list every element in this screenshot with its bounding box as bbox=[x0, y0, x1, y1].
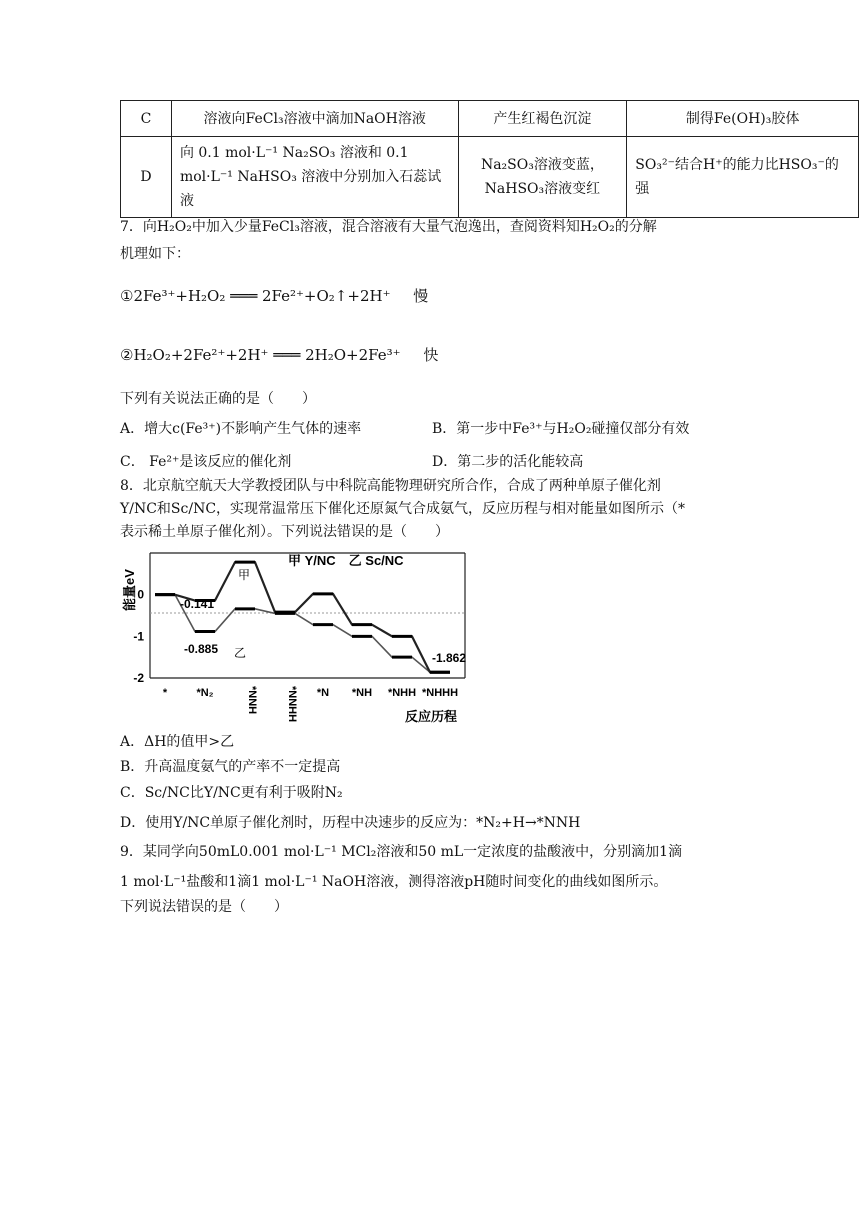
q7-equation-2 bbox=[120, 344, 438, 366]
q7-option-d[interactable]: D．第二步的活化能较高 bbox=[432, 454, 584, 470]
x-tick-label: *NHHH bbox=[421, 687, 459, 699]
equation-speed: 快 bbox=[423, 346, 439, 364]
q8-option-b[interactable]: B．升高温度氨气的产率不一定提高 bbox=[120, 759, 341, 775]
q8-option-a[interactable]: A．ΔH的值甲>乙 bbox=[120, 734, 235, 750]
q7-prompt: 下列有关说法正确的是（ ） bbox=[120, 391, 316, 407]
row-phenomenon: 产生红褐色沉淀 bbox=[458, 101, 627, 137]
q8-stem-3: 表示稀土单原子催化剂）。下列说法错误的是（ ） bbox=[120, 524, 449, 540]
row-conclusion: 制得Fe(OH)₃胶体 bbox=[627, 101, 859, 137]
table-row bbox=[121, 137, 859, 218]
row-phenomenon: Na₂SO₃溶液变蓝，NaHSO₃溶液变红 bbox=[458, 137, 627, 218]
q9-stem-2: 1 mol·L⁻¹盐酸和1滴1 mol·L⁻¹ NaOH溶液，测得溶液pH随时间变化的曲线如图所示。 bbox=[120, 874, 668, 890]
row-operation: 向 0.1 mol·L⁻¹ Na₂SO₃ 溶液和 0.1 mol·L⁻¹ NaHSO₃ 溶液中分别加入石蕊试液 bbox=[171, 137, 458, 218]
y-tick-label: -1 bbox=[133, 629, 144, 644]
y-tick-label: -2 bbox=[133, 671, 144, 685]
equation-text: ②H₂O₂+2Fe²⁺+2H⁺ ═══ 2H₂O+2Fe³⁺ bbox=[120, 346, 401, 364]
x-tick-label: *NNH bbox=[246, 686, 258, 715]
q7-stem-2: 机理如下： bbox=[120, 246, 190, 262]
row-label: D bbox=[121, 137, 172, 218]
row-operation: 溶液向FeCl₃溶液中滴加NaOH溶液 bbox=[171, 101, 458, 137]
x-tick-label: *NNHH bbox=[286, 686, 298, 723]
y-tick-label: 0 bbox=[137, 587, 144, 602]
q8-stem-2: Y/NC和Sc/NC，实现常温常压下催化还原氮气合成氨气，反应历程与相对能量如图所示（* bbox=[120, 501, 686, 517]
q7-stem-1: 7．向H₂O₂中加入少量FeCl₃溶液，混合溶液有大量气泡逸出，查阅资料知H₂O₂的分解 bbox=[120, 219, 657, 235]
q8-option-d[interactable]: D．使用Y/NC单原子催化剂时，历程中决速步的反应为：*N₂+H→*NNH bbox=[120, 815, 581, 831]
options-table bbox=[120, 100, 859, 218]
x-tick-label: * bbox=[162, 687, 168, 699]
q7-option-b[interactable]: B．第一步中Fe³⁺与H₂O₂碰撞仅部分有效 bbox=[432, 421, 690, 437]
q7-option-c[interactable]: C． Fe²⁺是该反应的催化剂 bbox=[120, 454, 292, 470]
equation-text: ①2Fe³⁺+H₂O₂ ═══ 2Fe²⁺+O₂↑+2H⁺ bbox=[120, 287, 391, 305]
chart-legend: 甲 Y/NC 乙 Sc/NC bbox=[288, 553, 404, 568]
chart-ylabel: 能量eV bbox=[122, 569, 137, 611]
energy-profile-chart bbox=[120, 545, 480, 730]
q7-equation-1 bbox=[120, 285, 428, 307]
chart-xlabel: 反应历程 bbox=[405, 709, 458, 724]
q9-stem-3: 下列说法错误的是（ ） bbox=[120, 899, 288, 915]
label-minus-1-862: -1.862 bbox=[432, 651, 467, 665]
table-row bbox=[121, 101, 859, 137]
q8-stem-1: 8．北京航空航天大学教授团队与中科院高能物理研究所合作，合成了两种单原子催化剂 bbox=[120, 478, 661, 494]
label-minus-0-885: -0.885 bbox=[184, 642, 219, 656]
label-minus-0-141: -0.141 bbox=[180, 597, 215, 611]
x-tick-label: *N bbox=[316, 687, 330, 699]
row-label: C bbox=[121, 101, 172, 137]
x-tick-label: *NHH bbox=[387, 687, 417, 699]
row-conclusion: SO₃²⁻结合H⁺的能力比HSO₃⁻的强 bbox=[627, 137, 859, 218]
q9-stem-1: 9．某同学向50mL0.001 mol·L⁻¹ MCl₂溶液和50 mL一定浓度的盐酸液中，分别滴加1滴 bbox=[120, 844, 683, 860]
q8-option-c[interactable]: C．Sc/NC比Y/NC更有利于吸附N₂ bbox=[120, 785, 343, 801]
equation-speed: 慢 bbox=[413, 287, 429, 305]
x-tick-label: *N₂ bbox=[196, 687, 214, 699]
x-tick-label: *NH bbox=[351, 687, 373, 699]
label-yi: 乙 bbox=[234, 646, 247, 660]
q7-option-a[interactable]: A．增大c(Fe³⁺)不影响产生气体的速率 bbox=[120, 421, 362, 437]
label-jia: 甲 bbox=[238, 568, 251, 582]
